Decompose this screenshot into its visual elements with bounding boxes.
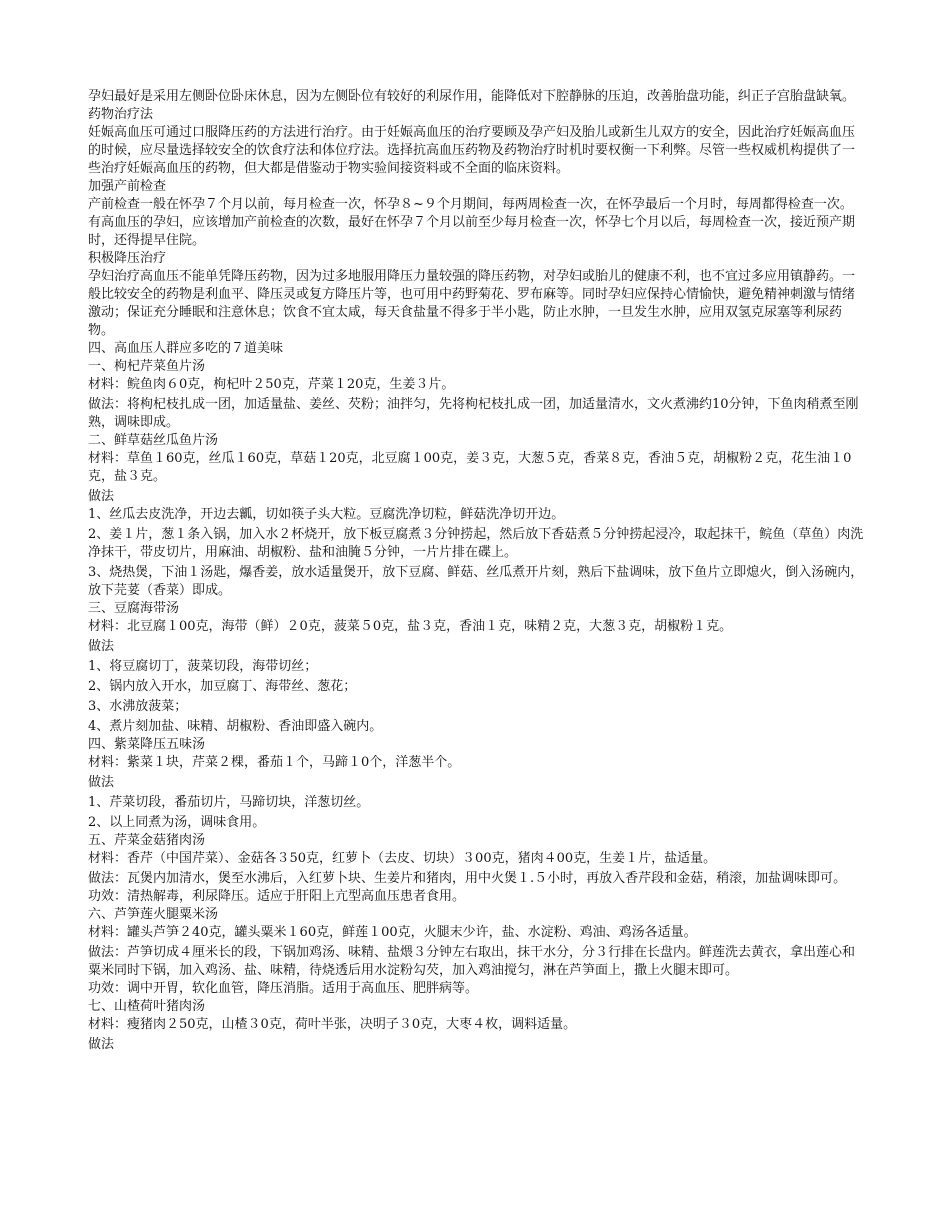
method-step: 1、将豆腐切丁，菠菜切段，海带切丝； xyxy=(88,659,318,674)
method-heading: 做法 xyxy=(88,639,115,654)
recipe-ingredients: 材料：香芹（中国芹菜）、金菇各３50克，红萝卜（去皮、切块）３00克，猪肉４00克，生姜１片，盐适量。 xyxy=(88,851,717,866)
paragraph: 妊娠高血压可通过口服降压药的方法进行治疗。由于妊娠高血压的治疗要顾及孕产妇及胎儿或新生儿双方的安全，因此治疗妊娠高血压的时候，应尽量选择较安全的饮食疗法和体位疗法。选择抗高血压药物及药物治疗时机时要权衡一下利弊。尽管一些权威机构提供了一些治疗妊娠高血压的药物，但大都是借鉴动于物实验间接资料或不全面的临床资料。 xyxy=(88,125,856,176)
section-heading: 药物治疗法 xyxy=(88,107,154,122)
intro-paragraph: 孕妇最好是采用左侧卧位卧床休息，因为左侧卧位有较好的利尿作用，能降低对下腔静脉的压迫，改善胎盘功能，纠正子宫胎盘缺氧。 xyxy=(88,89,856,104)
method-step: 1、丝瓜去皮洗净，开边去瓤，切如筷子头大粒。豆腐洗净切粒，鲜菇洗净切开边。 xyxy=(88,507,565,522)
recipe-benefits: 功效：清热解毒，利尿降压。适应于肝阳上亢型高血压患者食用。 xyxy=(88,889,466,904)
method-step: 4、煮片刻加盐、味精、胡椒粉、香油即盛入碗内。 xyxy=(88,719,383,734)
recipe-ingredients: 材料：紫菜１块，芹菜２棵，番茄１个，马蹄１0个，洋葱半个。 xyxy=(88,755,461,770)
method-heading: 做法 xyxy=(88,1037,115,1052)
recipe-ingredients: 材料：北豆腐１00克，海带（鲜）２0克，菠菜５0克，盐３克，香油１克，味精２克，大葱３克，胡椒粉１克。 xyxy=(88,619,733,634)
method-step: 2、锅内放入开水，加豆腐丁、海带丝、葱花； xyxy=(88,679,357,694)
recipe-title: 四、紫菜降压五味汤 xyxy=(88,737,206,752)
section-heading: 四、高血压人群应多吃的７道美味 xyxy=(88,341,284,356)
recipe-title: 二、鲜草菇丝瓜鱼片汤 xyxy=(88,433,219,448)
method-step: 2、以上同煮为汤，调味食用。 xyxy=(88,815,266,830)
method-heading: 做法 xyxy=(88,489,115,504)
section-heading: 加强产前检查 xyxy=(88,179,167,194)
recipe-method: 做法：瓦煲内加清水，煲至水沸后，入红萝卜块、生姜片和猪肉，用中火煲１.５小时，再放入香芹段和金菇，稍滚，加盐调味即可。 xyxy=(88,871,847,886)
recipe-title: 五、芹菜金菇猪肉汤 xyxy=(88,833,206,848)
method-step: 1、芹菜切段，番茄切片，马蹄切块，洋葱切丝。 xyxy=(88,795,370,810)
recipe-ingredients: 材料：鲩鱼肉６0克，枸杞叶２50克，芹菜１20克，生姜３片。 xyxy=(88,377,455,392)
method-heading: 做法 xyxy=(88,775,115,790)
method-step: 3、水沸放菠菜； xyxy=(88,699,188,714)
recipe-title: 六、芦笋莲火腿粟米汤 xyxy=(88,907,219,922)
recipe-title: 一、枸杞芹菜鱼片汤 xyxy=(88,359,206,374)
recipe-ingredients: 材料：罐头芦笋２40克，罐头粟米１60克，鲜莲１00克，火腿末少许，盐、水淀粉、鸡油、鸡汤各适量。 xyxy=(88,925,697,940)
recipe-title: 三、豆腐海带汤 xyxy=(88,601,180,616)
section-heading: 积极降压治疗 xyxy=(88,251,167,266)
recipe-ingredients: 材料：瘦猪肉２50克，山楂３0克，荷叶半张，决明子３0克，大枣４枚，调料适量。 xyxy=(88,1017,577,1032)
recipe-benefits: 功效：调中开胃，软化血管，降压消脂。适用于高血压、肥胖病等。 xyxy=(88,981,479,996)
paragraph: 产前检查一般在怀孕７个月以前，每月检查一次，怀孕８~９个月期间，每两周检查一次，在怀孕最后一个月时，每周都得检查一次。有高血压的孕妇，应该增加产前检查的次数，最好在怀孕７个月以前至少每月检查一次，怀孕七个月以后，每周检查一次，接近预产期时，还得提早住院。 xyxy=(88,197,856,248)
method-step: 3、烧热煲，下油１汤匙，爆香姜，放水适量煲开，放下豆腐、鲜菇、丝瓜煮开片刻，熟后下盐调味，放下鱼片立即熄火，倒入汤碗内，放下芫荽（香菜）即成。 xyxy=(88,565,864,598)
method-step: 2、姜１片，葱１条入锅，加入水２杯烧开，放下板豆腐煮３分钟捞起，然后放下香菇煮５分钟捞起浸冷，取起抹干，鲩鱼（草鱼）肉洗净抹干，带皮切片，用麻油、胡椒粉、盐和油腌５分钟，一片片排在碟上。 xyxy=(88,527,864,560)
paragraph: 孕妇治疗高血压不能单凭降压药物，因为过多地服用降压力量较强的降压药物，对孕妇或胎儿的健康不利，也不宜过多应用镇静药。一般比较安全的药物是利血平、降压灵或复方降压片等，也可用中药野菊花、罗布麻等。同时孕妇应保持心情愉快，避免精神刺激与情绪激动；保证充分睡眠和注意休息；饮食不宜太咸，每天食盐量不得多于半小匙，防止水肿，一旦发生水肿，应用双氢克尿塞等利尿药物。 xyxy=(88,269,856,338)
recipe-method: 做法：芦笋切成４厘米长的段，下锅加鸡汤、味精、盐煨３分钟左右取出，抹干水分，分３行排在长盘内。鲜莲洗去黄衣，拿出莲心和粟米同时下锅，加入鸡汤、盐、味精，待烧透后用水淀粉勾芡，加入鸡油搅匀，淋在芦笋面上，撒上火腿末即可。 xyxy=(88,945,856,978)
recipe-title: 七、山楂荷叶猪肉汤 xyxy=(88,999,206,1014)
recipe-method: 做法：将枸杞枝扎成一团，加适量盐、姜丝、芡粉；油拌匀，先将枸杞枝扎成一团，加适量清水，文火煮沸约10分钟，下鱼肉稍煮至刚熟，调味即成。 xyxy=(88,397,859,430)
recipe-ingredients: 材料：草鱼１60克，丝瓜１60克，草菇１20克，北豆腐１00克，姜３克，大葱５克，香菜８克，香油５克，胡椒粉２克，花生油１0克，盐３克。 xyxy=(88,451,852,484)
